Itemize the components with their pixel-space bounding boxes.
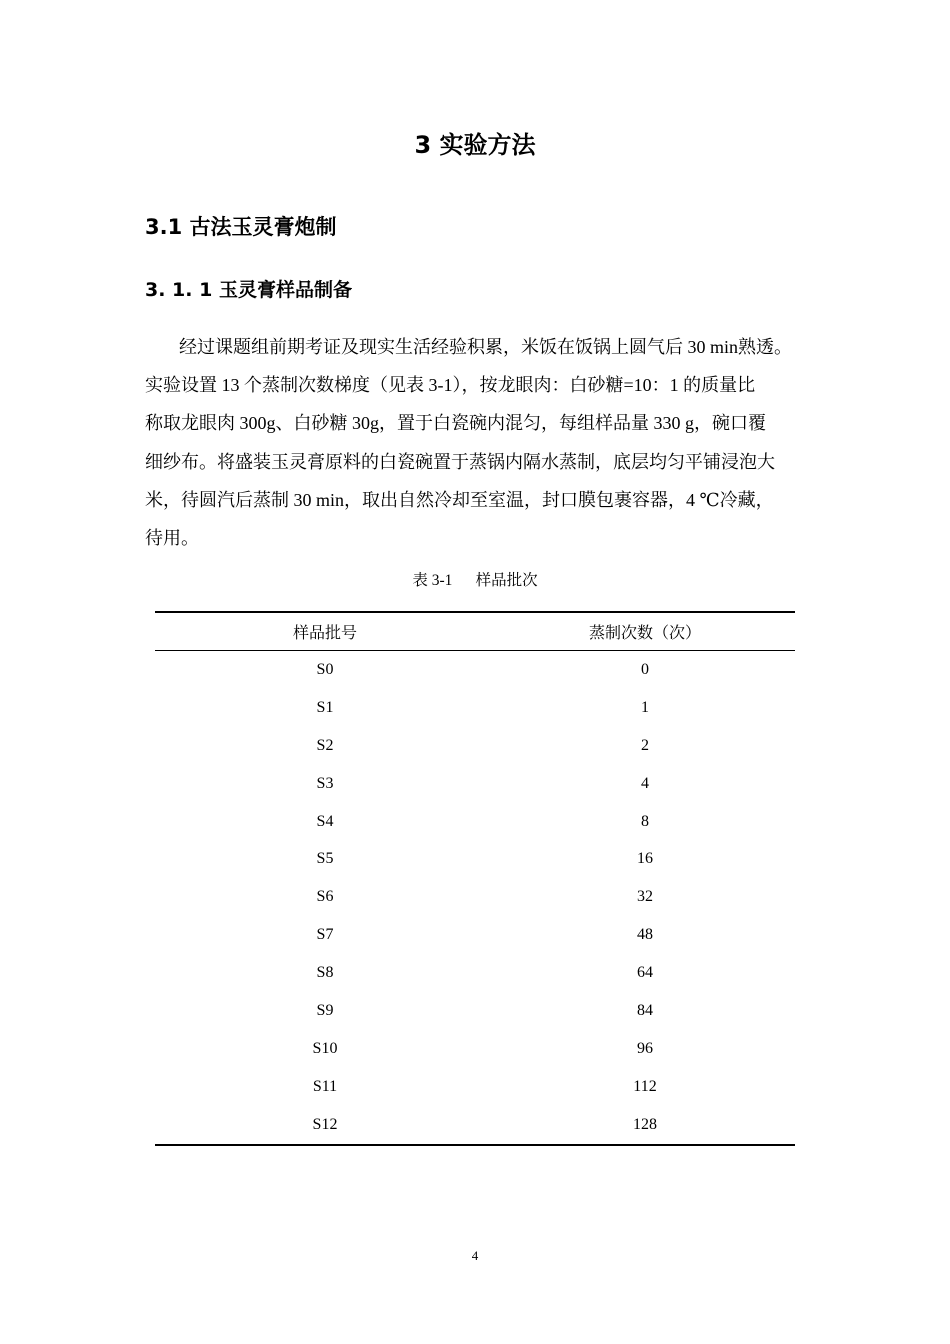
table-header-row xyxy=(155,612,795,651)
cell-steam-count: 2 xyxy=(641,736,649,754)
table-body xyxy=(155,651,795,1145)
cell-sample-batch: S11 xyxy=(312,1077,338,1095)
table-row xyxy=(155,1030,795,1068)
cell-sample-batch: S8 xyxy=(316,964,334,982)
cell-sample-batch: S9 xyxy=(316,1001,334,1019)
cell-steam-count: 8 xyxy=(641,812,649,830)
cell-steam-count: 96 xyxy=(637,1039,653,1057)
cell-sample-batch: S7 xyxy=(316,926,334,944)
cell-steam-count: 112 xyxy=(633,1077,657,1095)
cell-steam-count: 0 xyxy=(641,660,649,678)
chapter-title: 3 实验方法 xyxy=(414,131,536,159)
cell-steam-count: 84 xyxy=(637,1001,653,1019)
cell-steam-count: 4 xyxy=(641,774,649,792)
header-sample-batch: 样品批号 xyxy=(292,625,357,642)
paragraph-line: 待用。 xyxy=(145,528,199,549)
cell-steam-count: 48 xyxy=(637,926,653,944)
sample-batch-table xyxy=(155,611,795,1146)
table-row xyxy=(155,954,795,992)
section-title: 3.1 古法玉灵膏炮制 xyxy=(145,215,337,239)
header-steam-count: 蒸制次数（次） xyxy=(588,625,701,642)
cell-sample-batch: S6 xyxy=(316,888,334,906)
table-row xyxy=(155,1068,795,1106)
table-caption: 表 3-1 样品批次 xyxy=(412,572,538,589)
table-row xyxy=(155,916,795,954)
cell-steam-count: 32 xyxy=(637,888,653,906)
paragraph-line: 细纱布。将盛装玉灵膏原料的白瓷碗置于蒸锅内隔水蒸制，底层均匀平铺浸泡大 xyxy=(145,451,775,472)
paragraph-line: 米，待圆汽后蒸制 30 min，取出自然冷却至室温，封口膜包裹容器，4 ℃冷藏， xyxy=(145,489,774,510)
table-row xyxy=(155,651,795,689)
table-row xyxy=(155,878,795,916)
cell-steam-count: 16 xyxy=(637,850,653,868)
body-paragraph xyxy=(145,328,835,557)
cell-sample-batch: S10 xyxy=(312,1039,338,1057)
table-row xyxy=(155,992,795,1030)
cell-steam-count: 128 xyxy=(633,1115,657,1133)
table-row xyxy=(155,1106,795,1145)
paragraph-line: 称取龙眼肉 300g、白砂糖 30g，置于白瓷碗内混匀，每组样品量 330 g，碗口覆 xyxy=(145,413,766,434)
paragraph-line: 经过课题组前期考证及现实生活经验积累，米饭在饭锅上圆气后 30 min熟透。 xyxy=(179,337,792,357)
cell-sample-batch: S0 xyxy=(316,660,334,678)
cell-steam-count: 1 xyxy=(641,698,649,716)
table-row xyxy=(155,689,795,727)
paragraph-line: 实验设置 13 个蒸制次数梯度（见表 3-1），按龙眼肉：白砂糖=10：1 的质量比 xyxy=(145,375,756,396)
cell-sample-batch: S12 xyxy=(312,1115,338,1133)
cell-sample-batch: S5 xyxy=(316,850,334,868)
cell-sample-batch: S4 xyxy=(316,812,334,830)
cell-steam-count: 64 xyxy=(637,964,653,982)
table-row xyxy=(155,765,795,803)
table-row xyxy=(155,840,795,878)
subsection-title: 3. 1. 1 玉灵膏样品制备 xyxy=(145,279,352,301)
cell-sample-batch: S2 xyxy=(316,736,334,754)
page-number: 4 xyxy=(471,1248,479,1263)
table-row xyxy=(155,803,795,841)
cell-sample-batch: S1 xyxy=(316,698,334,716)
table-row xyxy=(155,727,795,765)
cell-sample-batch: S3 xyxy=(316,774,334,792)
